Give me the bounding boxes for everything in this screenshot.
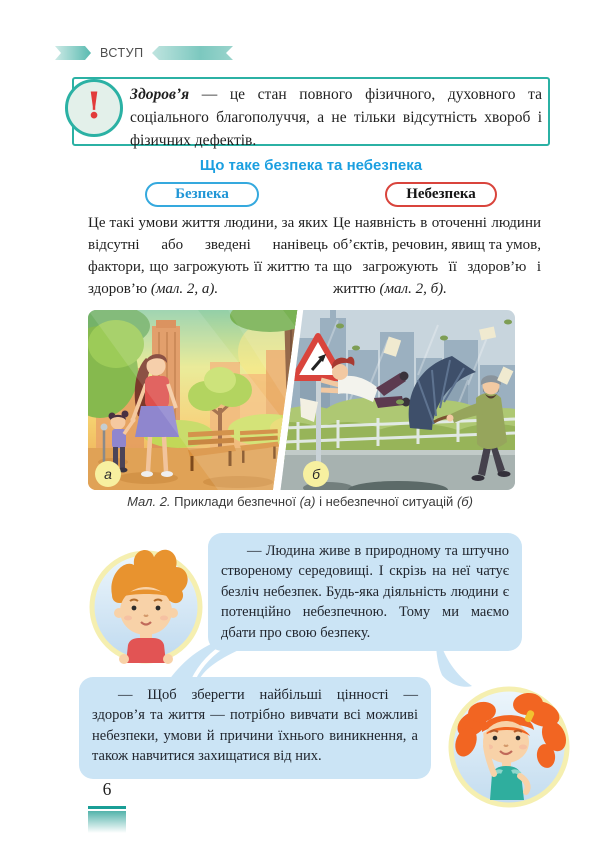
figure-label-b: б	[303, 461, 329, 487]
definition-text	[130, 83, 542, 152]
figure-caption: Мал. 2. Приклади безпечної (а) і небезпечної ситуацій (б)	[127, 494, 473, 509]
girl-avatar	[442, 680, 576, 814]
figure-ref-a: (мал. 2, а).	[150, 281, 219, 297]
footer-rule	[88, 806, 126, 809]
ribbon-right-piece	[152, 46, 233, 60]
boy-avatar	[84, 541, 208, 665]
definition-body: — це стан повного фізичного, духовного та соціального благополуччя, а не тільки відсутність хвороб і фізичних дефектів.	[130, 86, 542, 149]
figure-ref-b: (мал. 2, б).	[379, 281, 447, 297]
girl-speech-bubble: — Щоб зберегти найбільші цінності — здоров’я та життя — потрібно вивчати всі можливі небезпеки, умови й причини їхнього виникнення, а також навчитися захищатися від них.	[79, 677, 431, 779]
safety-pill: Безпека	[145, 182, 259, 207]
danger-column: Це наявність в оточенні людини об’єктів, речовин, явищ та умов, що загрожують її здоров’ю і життю (мал. 2, б).	[333, 215, 542, 297]
ribbon-left-piece	[55, 46, 91, 60]
header-ribbon-banner	[55, 44, 245, 62]
footer-gradient-block	[88, 811, 126, 833]
exclamation-icon: !	[65, 79, 123, 137]
chapter-label: ВСТУП	[100, 46, 144, 60]
figure-label-a: а	[95, 461, 121, 487]
figure-2	[88, 310, 515, 490]
boy-speech-bubble: — Людина живе в природному та штучно створеному середовищі. І скрізь на неї чатує безліч небезпек. Будь-яка діяльність людини є потенційно небезпечною. Тому ми маємо дбати про свою безпеку.	[208, 533, 522, 651]
safety-column: Це такі умови життя людини, за яких відсутні або зведені нанівець фактори, що загрожують її життю та здоров’ю (мал. 2, а).	[88, 215, 328, 297]
section-title: Що таке безпека та небезпека	[199, 157, 423, 174]
danger-pill: Небезпека	[385, 182, 497, 207]
definition-term: Здоров’я	[130, 86, 190, 103]
page-number: 6	[102, 779, 112, 799]
